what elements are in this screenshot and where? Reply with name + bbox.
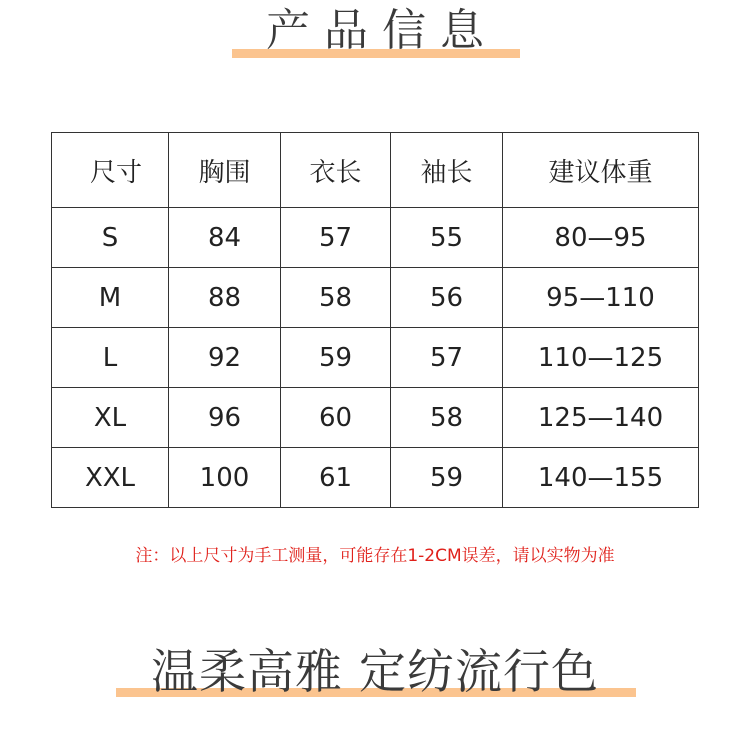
cell-size: S [52, 208, 169, 268]
cell-weight: 110—125 [503, 328, 699, 388]
cell-sleeve: 58 [391, 388, 503, 448]
cell-sleeve: 59 [391, 448, 503, 508]
header-cell-weight: 建议体重 [503, 133, 699, 208]
cell-sleeve: 55 [391, 208, 503, 268]
cell-length: 59 [281, 328, 391, 388]
cell-size: L [52, 328, 169, 388]
cell-sleeve: 56 [391, 268, 503, 328]
cell-length: 58 [281, 268, 391, 328]
table-row [52, 268, 699, 328]
cell-chest: 84 [169, 208, 281, 268]
table-row [52, 448, 699, 508]
table-row [52, 388, 699, 448]
table-header-row [52, 133, 699, 208]
heading-title: 产品信息 [266, 5, 498, 56]
heading-title: 温柔高雅 定纺流行色 [151, 645, 599, 700]
cell-length: 60 [281, 388, 391, 448]
cell-length: 57 [281, 208, 391, 268]
header-cell-chest: 胸围 [169, 133, 281, 208]
section-heading-color [0, 640, 750, 710]
size-chart-table [51, 132, 699, 508]
header-cell-size: 尺寸 [52, 133, 169, 208]
cell-size: M [52, 268, 169, 328]
cell-weight: 80—95 [503, 208, 699, 268]
cell-chest: 96 [169, 388, 281, 448]
cell-weight: 140—155 [503, 448, 699, 508]
cell-chest: 88 [169, 268, 281, 328]
header-cell-sleeve: 袖长 [391, 133, 503, 208]
table-row [52, 208, 699, 268]
cell-chest: 100 [169, 448, 281, 508]
cell-weight: 95—110 [503, 268, 699, 328]
cell-length: 61 [281, 448, 391, 508]
cell-chest: 92 [169, 328, 281, 388]
header-cell-length: 衣长 [281, 133, 391, 208]
cell-weight: 125—140 [503, 388, 699, 448]
section-heading-product-info [0, 0, 750, 62]
cell-sleeve: 57 [391, 328, 503, 388]
cell-size: XXL [52, 448, 169, 508]
cell-size: XL [52, 388, 169, 448]
measurement-note: 注：以上尺寸为手工测量，可能存在1-2CM误差，请以实物为准 [135, 546, 615, 566]
table-row [52, 328, 699, 388]
